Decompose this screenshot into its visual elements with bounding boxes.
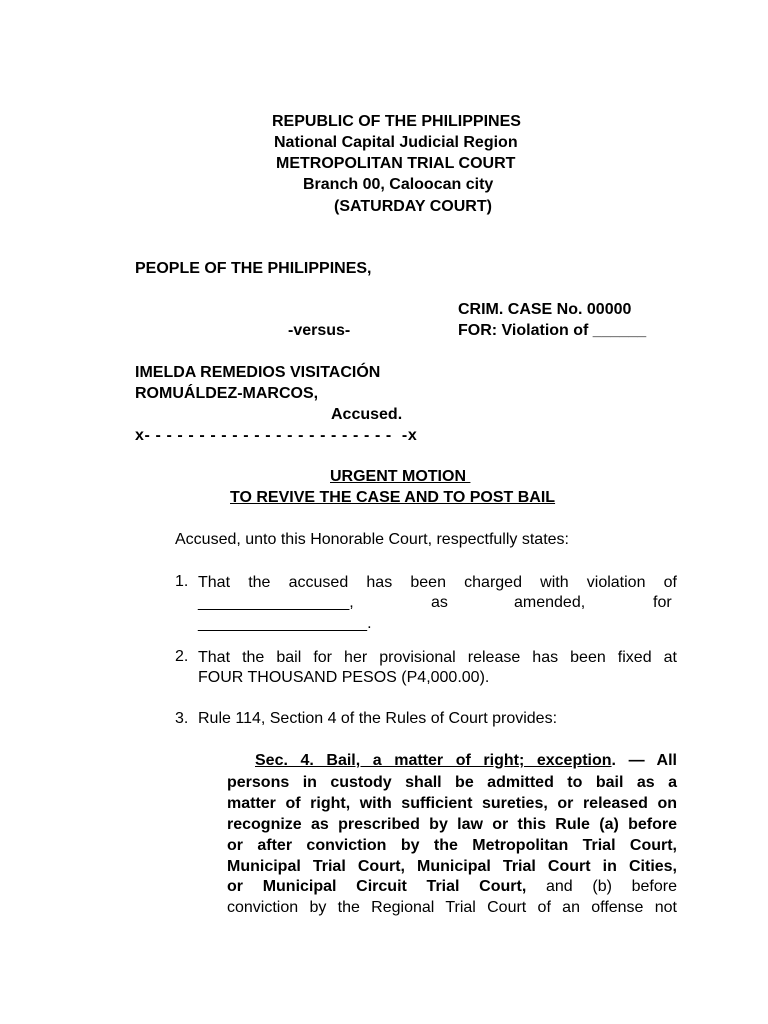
item2-line1: That the bail for her provisional release has been fixed at bbox=[198, 649, 677, 666]
item1-line1: That the accused has been charged with violation of bbox=[198, 574, 677, 591]
motion-title-line1: URGENT MOTION bbox=[330, 468, 471, 485]
motion-title-line2: TO REVIVE THE CASE AND TO POST BAIL bbox=[230, 489, 556, 506]
violation-label: FOR: Violation of ______ bbox=[458, 322, 647, 339]
accused-name-line1: IMELDA REMEDIOS VISITACIÓN bbox=[135, 364, 381, 381]
header-court: METROPOLITAN TRIAL COURT bbox=[276, 155, 516, 172]
quote-line4: recognize as prescribed by law or this Rule (a) before bbox=[227, 816, 677, 833]
header-saturday-court: (SATURDAY COURT) bbox=[334, 198, 492, 215]
item1-blank-violation: _________________, bbox=[198, 594, 354, 611]
accused-label: Accused. bbox=[331, 406, 403, 423]
item3-number: 3. bbox=[175, 710, 189, 727]
quote-line2: persons in custody shall be admitted to bail as a bbox=[227, 774, 677, 791]
accused-name-line2: ROMUÁLDEZ-MARCOS, bbox=[135, 385, 319, 402]
quote-line6: Municipal Trial Court, Municipal Trial Court in Cities, bbox=[227, 858, 677, 875]
header-branch: Branch 00, Caloocan city bbox=[303, 176, 494, 193]
versus-label: -versus- bbox=[288, 322, 351, 339]
header-region: National Capital Judicial Region bbox=[274, 134, 518, 151]
item2-line2: FOUR THOUSAND PESOS (P4,000.00). bbox=[198, 669, 490, 686]
quote-body bbox=[227, 772, 677, 877]
quote-line3: matter of right, with sufficient sureties, or released on bbox=[227, 795, 677, 812]
item1-number: 1. bbox=[175, 573, 189, 590]
quote-heading: Sec. 4. Bail, a matter of right; exception. — All bbox=[255, 752, 677, 769]
quote-line7: or Municipal Circuit Trial Court, and (b) before bbox=[227, 878, 677, 895]
plaintiff-name: PEOPLE OF THE PHILIPPINES, bbox=[135, 260, 372, 277]
item1-word-amended: amended, bbox=[514, 594, 586, 611]
item2-number: 2. bbox=[175, 648, 189, 665]
item1-blank-for: ___________________. bbox=[198, 615, 372, 632]
case-number: CRIM. CASE No. 00000 bbox=[458, 301, 632, 318]
intro-paragraph: Accused, unto this Honorable Court, respectfully states: bbox=[175, 531, 569, 548]
item3-line1: Rule 114, Section 4 of the Rules of Court provides: bbox=[198, 710, 558, 727]
caption-separator: x- - - - - - - - - - - - - - - - - - - - - - - -x bbox=[135, 427, 418, 444]
item1-word-as: as bbox=[431, 594, 448, 611]
item1-word-for: for bbox=[653, 594, 672, 611]
header-republic: REPUBLIC OF THE PHILIPPINES bbox=[272, 113, 521, 130]
quote-line5: or after conviction by the Metropolitan Trial Court, bbox=[227, 837, 677, 854]
quote-line8: conviction by the Regional Trial Court of an offense not bbox=[227, 899, 677, 916]
